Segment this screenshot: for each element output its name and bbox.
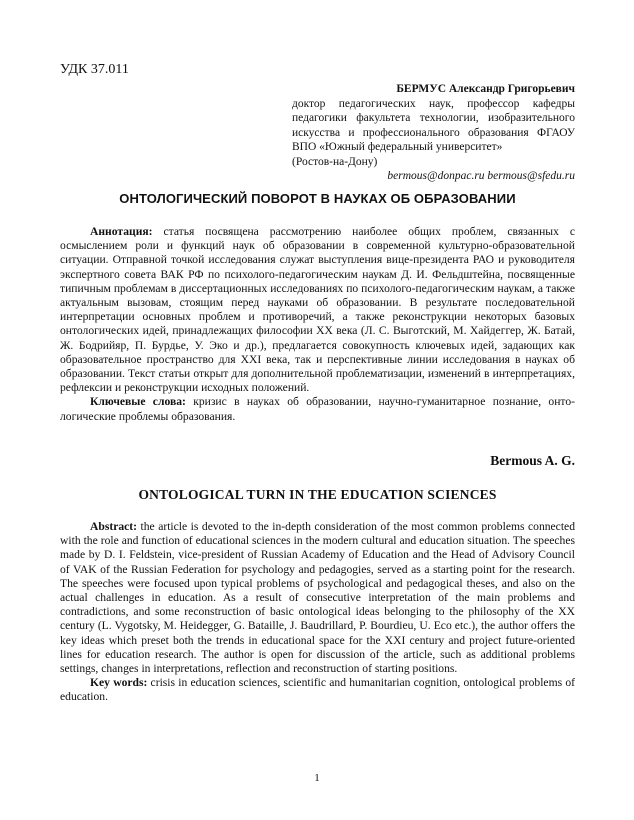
title-russian: ОНТОЛОГИЧЕСКИЙ ПОВОРОТ В НАУКАХ ОБ ОБРАЗОВАНИИ: [119, 191, 516, 206]
abstract-en-label: Abstract:: [90, 520, 138, 533]
keywords-ru-paragraph: [60, 395, 575, 423]
keywords-en-text: crisis in education sciences, scientific and humanitarian cognition, ontological problems of education.: [60, 676, 575, 704]
title-english: ONTOLOGICAL TURN IN THE EDUCATION SCIENCES: [138, 487, 497, 502]
abstract-en-paragraph: [60, 520, 575, 676]
abstract-ru-text: статья посвящена рассмотрению наиболее общих проблем, связанных с осмыслением роли и функций наук об образовании в современной культурно-образовательной ситуации. Отправной точкой исследования служат выступления вице-президента РАО и руководителя экспертного совета ВАК РФ по психолого-педагогическим наукам Д. И. Фельдштейна, посвященные типичным проблемам в диссертационных исследованиях по психолого-педагогическим наукам, а также актуальным вызовам, стоящим перед науками об образовании. В результате последовательной интерпретации основных проблем и противоречий, а также реконструкции некоторых базовых онтологических идей, принадлежащих философии XX века (Л. С. Выготский, М. Хайдеггер, Ж. Батай, Ж. Бодрийяр, П. Бурдье, У. Эко и др.), предлагается совокупность ключевых идей, задающих как образовательное пространство для XXI века, так и перспективные линии исследования в науках об образовании. Текст статьи открыт для дополнительной проблематизации, изменений в интерпретациях, рефлексии и реконструкции исходных положений.: [60, 225, 575, 395]
keywords-en-paragraph: [60, 676, 575, 704]
keywords-ru-label: Ключевые слова:: [90, 395, 186, 409]
keywords-ru-text: кризис в науках об образовании, научно-гуманитарное познание, онтологические проблемы образования.: [60, 395, 576, 423]
author-affiliation: доктор педагогических наук, профессор кафедры педагогики факультета технологии, изобразительного искусства и профессионального образования ФГАОУ ВПО «Южный федеральный университет»: [292, 97, 575, 153]
keywords-en-label: Key words:: [90, 676, 148, 690]
page-number: 1: [314, 772, 320, 784]
author-block: [292, 82, 575, 184]
author-english: Bermous A. G.: [490, 453, 575, 468]
abstract-ru-paragraph: [60, 225, 575, 395]
abstract-russian: [60, 225, 575, 424]
abstract-english: [60, 520, 575, 705]
udk-code: УДК 37.011: [60, 62, 129, 77]
author-city: (Ростов-на-Дону): [292, 155, 378, 168]
abstract-ru-label: Аннотация:: [90, 225, 153, 238]
abstract-en-text: the article is devoted to the in-depth consideration of the most common problems connected with the role and function of educational sciences in the modern cultural and education situation. The speeches made by D. I. Feldstein, vice-president of Russian Academy of Education and the Head of Advisory Council of VAK of the Russian Federation for psychology and pedagogies, served as a starting point for the research. The speeches were focused upon typical problems of psychological and pedagogical theses, and also on the actual challenges in education. As a result of consecutive interpretation of the main problems and contradictions, and some reconstruction of basic ontological ideas belonging to the philosophy of the XX century (L. Vygotsky, M. Heidegger, G. Bataille, J. Baudrillard, P. Bourdieu, U. Eco etc.), the author offers the key ideas which preset both the trends in educational space for the XXI century and project future-oriented lines for education research. The author is open for discussion of the article, such as additional problems settings, changes in interpretations, reflection and reconstruction of starting positions.: [60, 520, 575, 676]
author-emails: bermous@donpac.ru bermous@sfedu.ru: [387, 170, 575, 182]
author-name: БЕРМУС Александр Григорьевич: [396, 83, 575, 95]
